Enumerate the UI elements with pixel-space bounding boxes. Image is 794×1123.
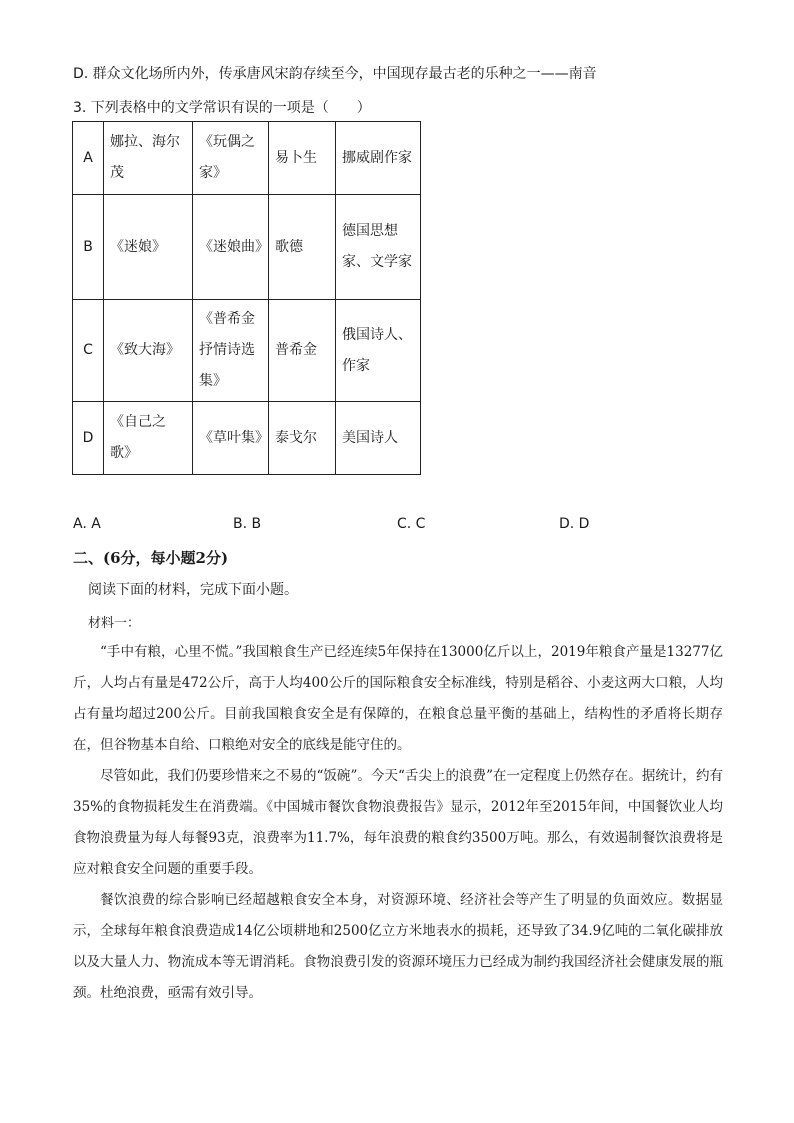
question-3-stem: 3. 下列表格中的文学常识有误的一项是（ ） — [73, 100, 371, 116]
table-cell: 《自己之歌》 — [104, 402, 193, 475]
material-paragraph: 餐饮浪费的综合影响已经超越粮食安全本身，对资源环境、经济社会等产生了明显的负面效应。数据显示，全球每年粮食浪费造成14亿公顷耕地和2500亿立方米地表水的损耗，还导致了34.9亿吨的二氧化碳排放以及大量人力、物流成本等无谓消耗。食物浪费引发的资源环境压力已经成为制约我国经济社会健康发展的瓶颈。杜绝浪费，亟需有效引导。 — [73, 892, 723, 1001]
choice-d[interactable]: D. D — [559, 516, 590, 532]
table-cell: 美国诗人 — [336, 402, 421, 475]
material-paragraph: 尽管如此，我们仍要珍惜来之不易的“饭碗”。今天“舌尖上的浪费”在一定程度上仍然存在。据统计，约有35%的食物损耗发生在消费端。《中国城市餐饮食物浪费报告》显示，2012年至2015年间，中国餐饮业人均食物浪费量为每人每餐93克，浪费率为11.7%，每年浪费的粮食约3500万吨。那么，有效遏制餐饮浪费将是应对粮食安全问题的重要手段。 — [73, 768, 723, 877]
table-cell: 俄国诗人、作家 — [336, 300, 421, 402]
choice-b[interactable]: B. B — [233, 516, 262, 532]
table-cell: 挪威剧作家 — [336, 122, 421, 195]
table-cell: 泰戈尔 — [269, 402, 336, 475]
table-cell: 歌德 — [269, 195, 336, 300]
table-row — [73, 402, 421, 475]
table-cell: 《致大海》 — [104, 300, 193, 402]
answer-choices — [73, 516, 633, 538]
table-cell: 《迷娘曲》 — [193, 195, 269, 300]
table-cell: A — [73, 122, 104, 195]
table-row — [73, 195, 421, 300]
reading-instruction: 阅读下面的材料，完成下面小题。 — [88, 582, 298, 598]
material-paragraph: “手中有粮，心里不慌。”我国粮食生产已经连续5年保持在13000亿斤以上，2019年粮食产量是13277亿斤，人均占有量是472公斤，高于人均400公斤的国际粮食安全标准线，特别是稻谷、小麦这两大口粮，人均占有量均超过200公斤。目前我国粮食安全是有保障的，在粮食总量平衡的基础上，结构性的矛盾将长期存在，但谷物基本自给、口粮绝对安全的底线是能守住的。 — [73, 644, 723, 753]
table-cell: 《玩偶之家》 — [193, 122, 269, 195]
table-cell: 普希金 — [269, 300, 336, 402]
table-cell: 德国思想家、文学家 — [336, 195, 421, 300]
choice-c[interactable]: C. C — [397, 516, 426, 532]
section-heading: 二、(6分，每小题2分) — [73, 549, 229, 567]
choice-a[interactable]: A. A — [73, 516, 101, 532]
table-cell: 易卜生 — [269, 122, 336, 195]
material-label: 材料一： — [88, 616, 141, 631]
table-cell: D — [73, 402, 104, 475]
table-cell: 《普希金抒情诗选集》 — [193, 300, 269, 402]
table-cell: B — [73, 195, 104, 300]
table-cell: C — [73, 300, 104, 402]
option-d-text: D. 群众文化场所内外，传承唐风宋韵存续至今，中国现存最古老的乐种之一——南音 — [73, 66, 597, 82]
table-cell: 《迷娘》 — [104, 195, 193, 300]
table-cell: 娜拉、海尔茂 — [104, 122, 193, 195]
literature-table — [72, 121, 421, 475]
table-row — [73, 300, 421, 402]
table-row — [73, 122, 421, 195]
table-cell: 《草叶集》 — [193, 402, 269, 475]
